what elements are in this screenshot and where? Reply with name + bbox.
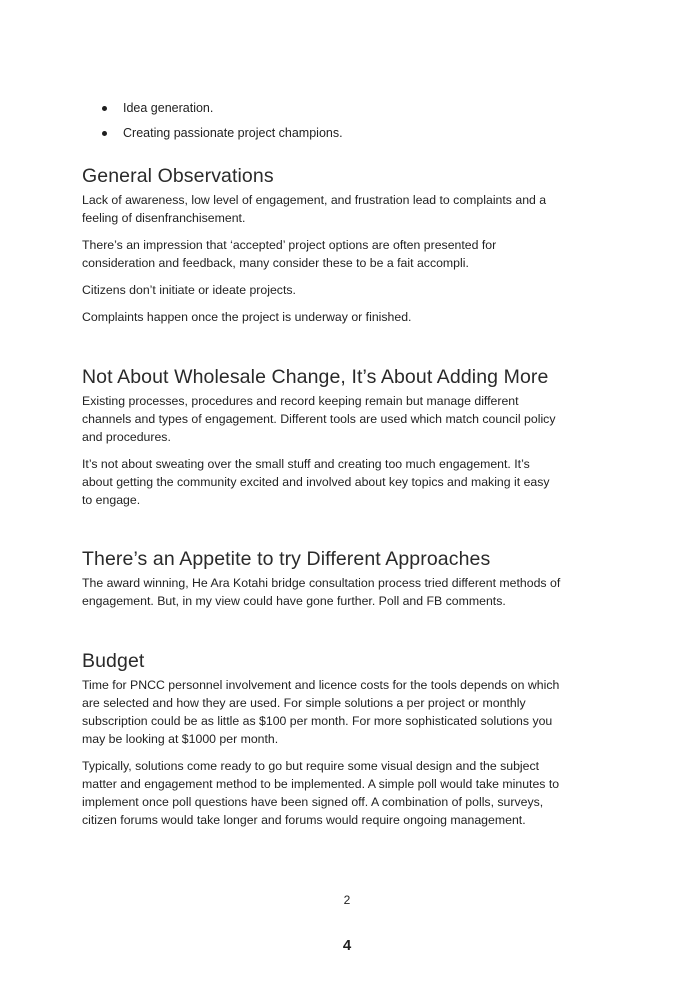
paragraph: Existing processes, procedures and record keeping remain but manage different channels and types of engagement. Different tools are used which match council policy and procedures. (82, 394, 556, 444)
section-heading: General Observations (82, 165, 274, 187)
page-number: 2 (343, 893, 351, 907)
bullet-dot-icon (102, 131, 107, 136)
section-heading: Budget (82, 650, 145, 672)
paragraph: Complaints happen once the project is underway or finished. (82, 310, 412, 324)
paragraph: Typically, solutions come ready to go but require some visual design and the subject matter and engagement method to be implemented. A simple poll would take minutes to implement once poll questions have been signed off. A combination of polls, surveys, citizen forums would take longer and forums would require ongoing management. (82, 759, 560, 827)
bullet-item (100, 100, 343, 125)
paragraph: It’s not about sweating over the small stuff and creating too much engagement. It’s about getting the community excited and involved about key topics and making it easy to engage. (82, 457, 550, 507)
paragraph: The award winning, He Ara Kotahi bridge consultation process tried different methods of engagement. But, in my view could have gone further. Poll and FB comments. (82, 576, 561, 608)
paragraph: Lack of awareness, low level of engagement, and frustration lead to complaints and a feeling of disenfranchisement. (82, 193, 547, 225)
paragraph: Time for PNCC personnel involvement and licence costs for the tools depends on which are selected and how they are used. For simple solutions a per project or monthly subscription could be as little as $100 per month. For more sophisticated solutions you may be looking at $1000 per month. (82, 678, 560, 746)
document-page-number: 4 (342, 937, 352, 954)
section-appetite (82, 548, 562, 619)
section-budget (82, 650, 562, 838)
section-wholesale-change (82, 366, 562, 518)
bullet-list (100, 100, 343, 150)
paragraph: Citizens don’t initiate or ideate projects. (82, 283, 296, 297)
bullet-text: Creating passionate project champions. (123, 126, 343, 140)
section-heading: There’s an Appetite to try Different Approaches (82, 548, 491, 570)
bullet-text: Idea generation. (123, 101, 214, 115)
bullet-item (100, 125, 343, 150)
bullet-dot-icon (102, 106, 107, 111)
paragraph: There’s an impression that ‘accepted’ project options are often presented for consideration and feedback, many consider these to be a fait accompli. (82, 238, 497, 270)
section-general-observations (82, 165, 562, 335)
section-heading: Not About Wholesale Change, It’s About Adding More (82, 366, 549, 388)
